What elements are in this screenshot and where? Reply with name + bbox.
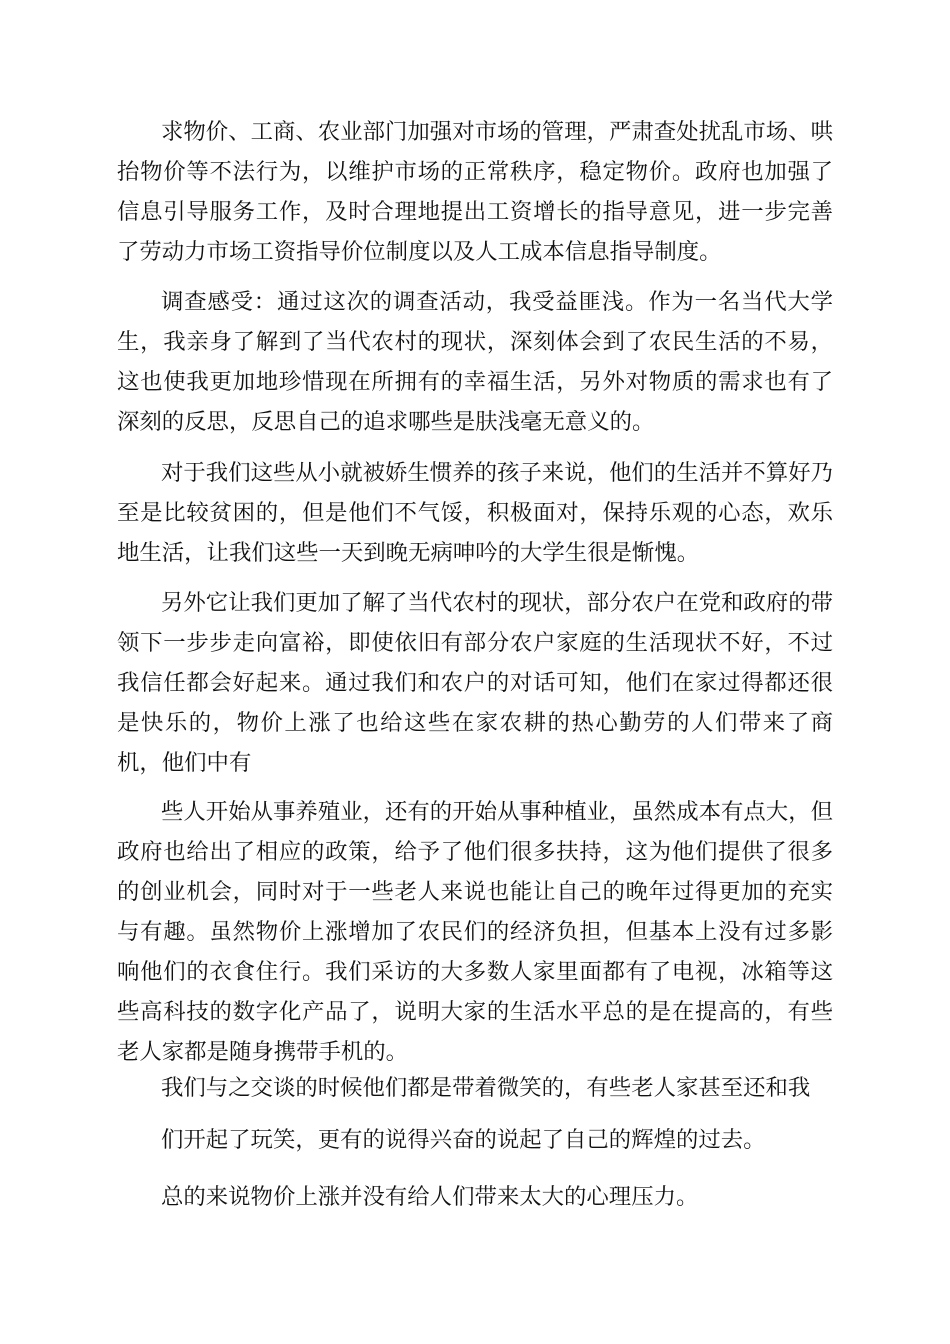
paragraph-5: 些人开始从事养殖业，还有的开始从事种植业，虽然成本有点大，但政府也给出了相应的政策，给予了他们很多扶持，这为他们提供了很多的创业机会，同时对于一些老人来说也能让自己的晚年过得更加的充实与有趣。虽然物价上涨增加了农民们的经济负担，但基本上没有过多影响他们的衣食住行。我们采访的大多数人家里面都有了电视，冰箱等这些高科技的数字化产品了，说明大家的生活水平总的是在提高的，有些老人家都是随身携带手机的。 (117, 799, 833, 1065)
paragraph-1: 求物价、工商、农业部门加强对市场的管理，严肃查处扰乱市场、哄抬物价等不法行为，以维护市场的正常秩序，稳定物价。政府也加强了信息引导服务工作，及时合理地提出工资增长的指导意见，进一步完善了劳动力市场工资指导价位制度以及人工成本信息指导制度。 (117, 119, 833, 265)
paragraph-2: 调查感受：通过这次的调查活动，我受益匪浅。作为一名当代大学生，我亲身了解到了当代农村的现状，深刻体会到了农民生活的不易，这也使我更加地珍惜现在所拥有的幸福生活，另外对物质的需求也有了深刻的反思，反思自己的追求哪些是肤浅毫无意义的。 (117, 289, 833, 435)
paragraph-6: 我们与之交谈的时候他们都是带着微笑的，有些老人家甚至还和我 (161, 1075, 811, 1101)
paragraph-4: 另外它让我们更加了解了当代农村的现状，部分农户在党和政府的带领下一步步走向富裕，即使依旧有部分农户家庭的生活现状不好，不过我信任都会好起来。通过我们和农户的对话可知，他们在家过得都还很是快乐的，物价上涨了也给这些在家农耕的热心勤劳的人们带来了商机，他们中有 (117, 590, 833, 776)
paragraph-8: 总的来说物价上涨并没有给人们带来太大的心理压力。 (161, 1184, 699, 1210)
paragraph-3: 对于我们这些从小就被娇生惯养的孩子来说，他们的生活并不算好乃至是比较贫困的，但是他们不气馁，积极面对，保持乐观的心态，欢乐地生活，让我们这些一天到晚无病呻吟的大学生很是惭愧。 (117, 460, 833, 566)
paragraph-7: 们开起了玩笑，更有的说得兴奋的说起了自己的辉煌的过去。 (161, 1127, 766, 1153)
